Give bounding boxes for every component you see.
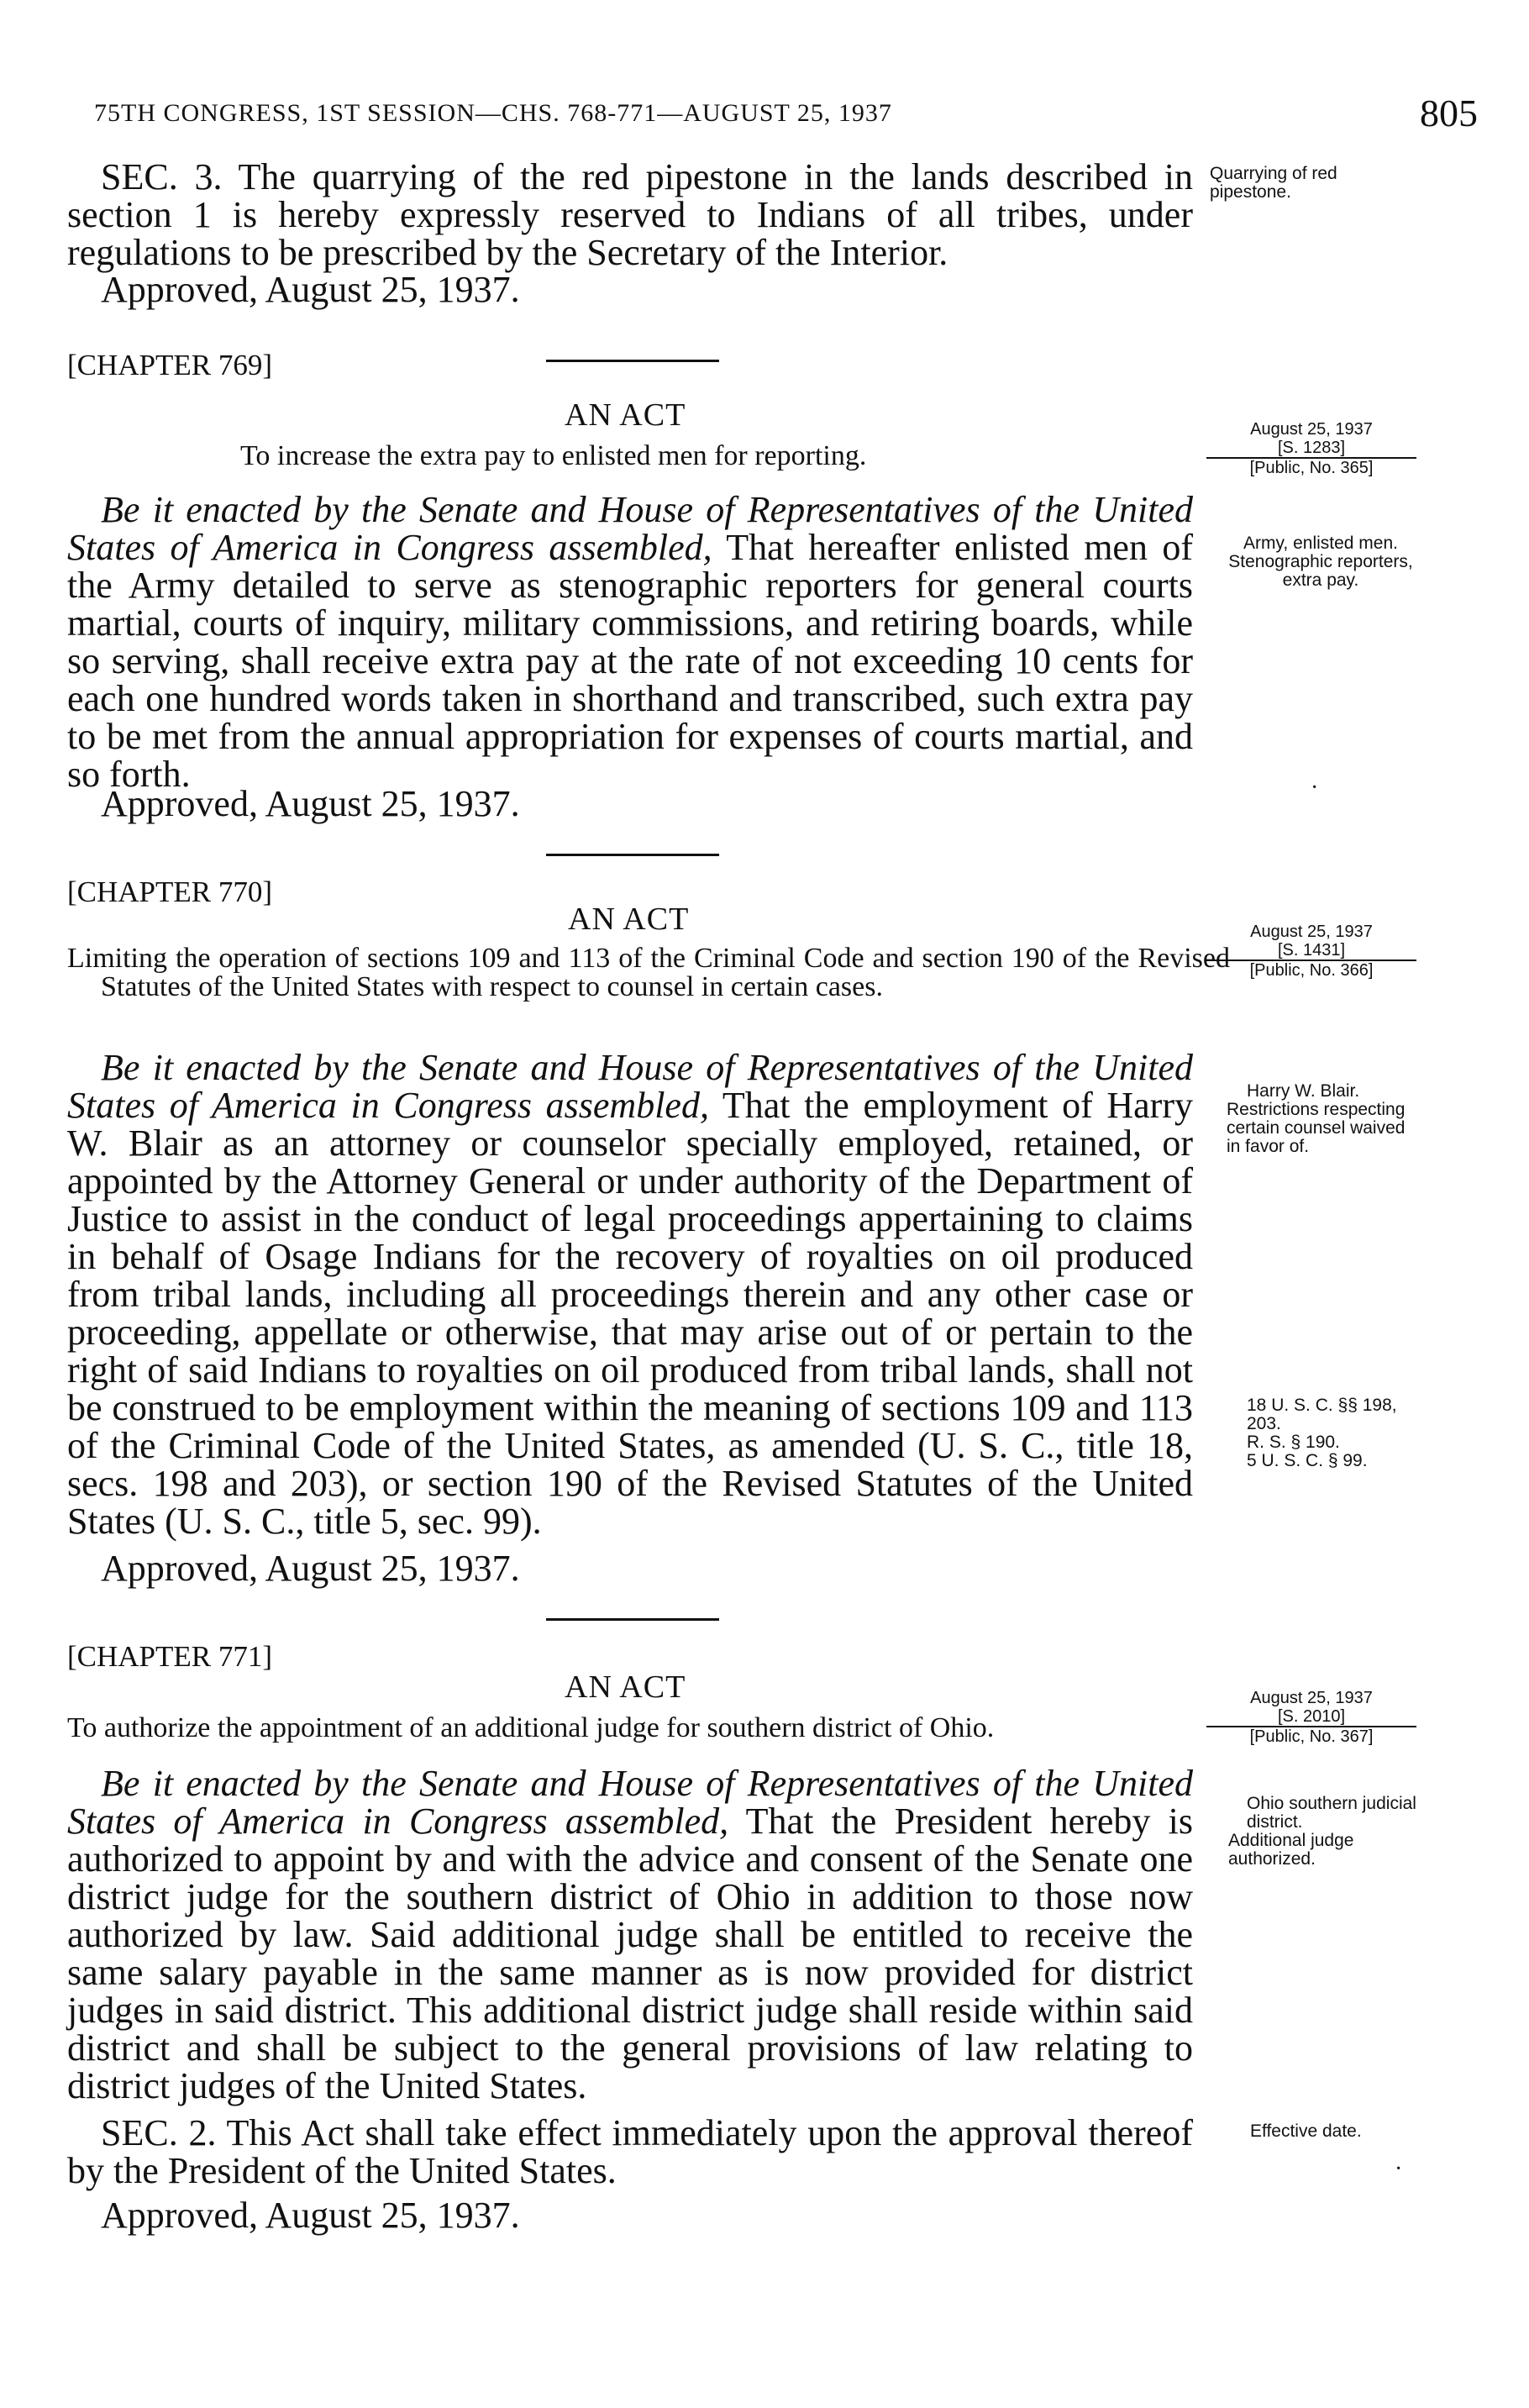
enacting-clause: Be it enacted by the Senate and House of Representatives of the United States of America in Congress assembled,: [67, 1047, 1193, 1126]
margin-note: Additional judge authorized.: [1228, 1831, 1354, 1869]
margin-date-block: [1206, 923, 1416, 980]
margin-citation: 18 U. S. C. §§ 198, 203.: [1247, 1396, 1397, 1433]
margin-date: August 25, 1937: [1250, 420, 1373, 439]
section-divider: [546, 854, 719, 856]
margin-note: Restrictions respecting certain counsel waived in favor of.: [1227, 1100, 1406, 1156]
section-3-paragraph: [67, 158, 1193, 271]
margin-note-army: [1228, 534, 1413, 590]
chapter-769-label: [CHAPTER 769]: [67, 349, 273, 381]
approved-line: Approved, August 25, 1937.: [101, 269, 520, 310]
section-text: The quarrying of the red pipestone in the lands described in section 1 is hereby expressly reserved to Indians of all tribes, under regulations to be prescribed by the Secretary of the Interior.: [67, 156, 1193, 273]
body-text: That hereafter enlisted men of the Army detailed to serve as stenographic reporters for general courts martial, courts of inquiry, military commissions, and retiring boards, while so serving, shall receive extra pay at the rate of not exceeding 10 cents for each one hundred words taken in shorthand and transcribed, such extra pay to be met from the annual appropriation for expenses of courts martial, and so forth.: [67, 527, 1193, 795]
margin-note: Stenographic reporters, extra pay.: [1228, 552, 1413, 590]
an-act-heading: AN ACT: [565, 397, 686, 433]
margin-date: August 25, 1937: [1250, 923, 1373, 941]
margin-public-law: [Public, No. 367]: [1249, 1727, 1374, 1746]
margin-note-quarrying: Quarrying of red pipestone.: [1210, 164, 1337, 202]
margin-citation: 5 U. S. C. § 99.: [1247, 1451, 1368, 1470]
approved-line: Approved, August 25, 1937.: [101, 1548, 520, 1589]
act-subtitle: Limiting the operation of sections 109 and 113 of the Criminal Code and section 190 of the Revised Statutes of the United States with respect to counsel in certain cases.: [67, 943, 1230, 1002]
margin-note-effective-date: Effective date.: [1250, 2121, 1362, 2141]
section-label: SEC. 2.: [101, 2112, 217, 2153]
margin-public-law: [Public, No. 365]: [1249, 459, 1374, 477]
act-subtitle: To authorize the appointment of an additional judge for southern district of Ohio.: [67, 1712, 995, 1743]
chapter-769-body: [67, 491, 1193, 793]
act-subtitle: To increase the extra pay to enlisted men for reporting.: [240, 440, 867, 471]
chapter-771-section-2: [67, 2114, 1193, 2190]
approved-line: Approved, August 25, 1937.: [101, 783, 520, 824]
chapter-770-body: [67, 1049, 1193, 1540]
stray-mark: ·: [1395, 2156, 1403, 2182]
section-text: This Act shall take effect immediately upon the approval thereof by the President of the United States.: [67, 2112, 1193, 2191]
margin-note: Ohio southern judicial district.: [1247, 1794, 1416, 1832]
enacting-clause: Be it enacted by the Senate and House of Representatives of the United States of America in Congress assembled,: [67, 489, 1193, 568]
body-text: That the employment of Harry W. Blair as an attorney or counselor specially employed, retained, or appointed by the Attorney General or under authority of the Department of Justice to assist in the conduct of legal proceedings appertaining to claims in behalf of Osage Indians for the recovery of royalties on oil produced from tribal lands, including all proceedings therein and any other case or proceeding, appellate or otherwise, that may arise out of or pertain to the right of said Indians to royalties on oil produced from tribal lands, shall not be construed to be employment within the meaning of sections 109 and 113 of the Criminal Code of the United States, as amended (U. S. C., title 18, secs. 198 and 203), or section 190 of the Revised Statutes of the United States (U. S. C., title 5, sec. 99).: [67, 1085, 1193, 1542]
chapter-771-label: [CHAPTER 771]: [67, 1640, 273, 1673]
enacting-clause: Be it enacted by the Senate and House of Representatives of the United States of America in Congress assembled,: [67, 1763, 1193, 1842]
margin-note-blair: [1210, 1082, 1420, 1156]
an-act-heading: AN ACT: [568, 902, 690, 937]
an-act-heading: AN ACT: [565, 1669, 686, 1705]
section-label: SEC. 3.: [101, 156, 223, 197]
chapter-770-label: [CHAPTER 770]: [67, 875, 273, 908]
margin-citations: [1210, 1396, 1420, 1470]
chapter-771-body: [67, 1764, 1193, 2105]
margin-note: Harry W. Blair.: [1247, 1081, 1360, 1101]
margin-date: August 25, 1937: [1250, 1689, 1373, 1707]
margin-bill: [S. 1283]: [1277, 439, 1346, 457]
margin-note-ohio: [1210, 1795, 1420, 1869]
approved-line: Approved, August 25, 1937.: [101, 2195, 520, 2236]
margin-public-law: [Public, No. 366]: [1249, 961, 1374, 980]
margin-date-block: [1206, 1689, 1416, 1746]
body-text: That the President hereby is authorized to appoint by and with the advice and consent of the Senate one district judge for the southern district of Ohio in addition to those now authorized by law. Said additional judge shall be entitled to receive the same salary payable in the same manner as is now provided for district judges in said district. This additional district judge shall reside within said district and shall be subject to the general provisions of law relating to district judges of the United States.: [67, 1801, 1193, 2106]
page-number: 805: [1420, 92, 1478, 134]
stray-mark: ·: [1311, 775, 1319, 801]
margin-bill: [S. 2010]: [1277, 1707, 1346, 1726]
running-head: 75TH CONGRESS, 1ST SESSION—CHS. 768-771—AUGUST 25, 1937: [94, 99, 892, 127]
margin-bill: [S. 1431]: [1277, 941, 1346, 960]
margin-citation: R. S. § 190.: [1247, 1433, 1340, 1452]
margin-note: Army, enlisted men.: [1243, 534, 1398, 553]
section-divider: [546, 360, 719, 362]
margin-date-block: [1206, 420, 1416, 477]
section-divider: [546, 1618, 719, 1621]
